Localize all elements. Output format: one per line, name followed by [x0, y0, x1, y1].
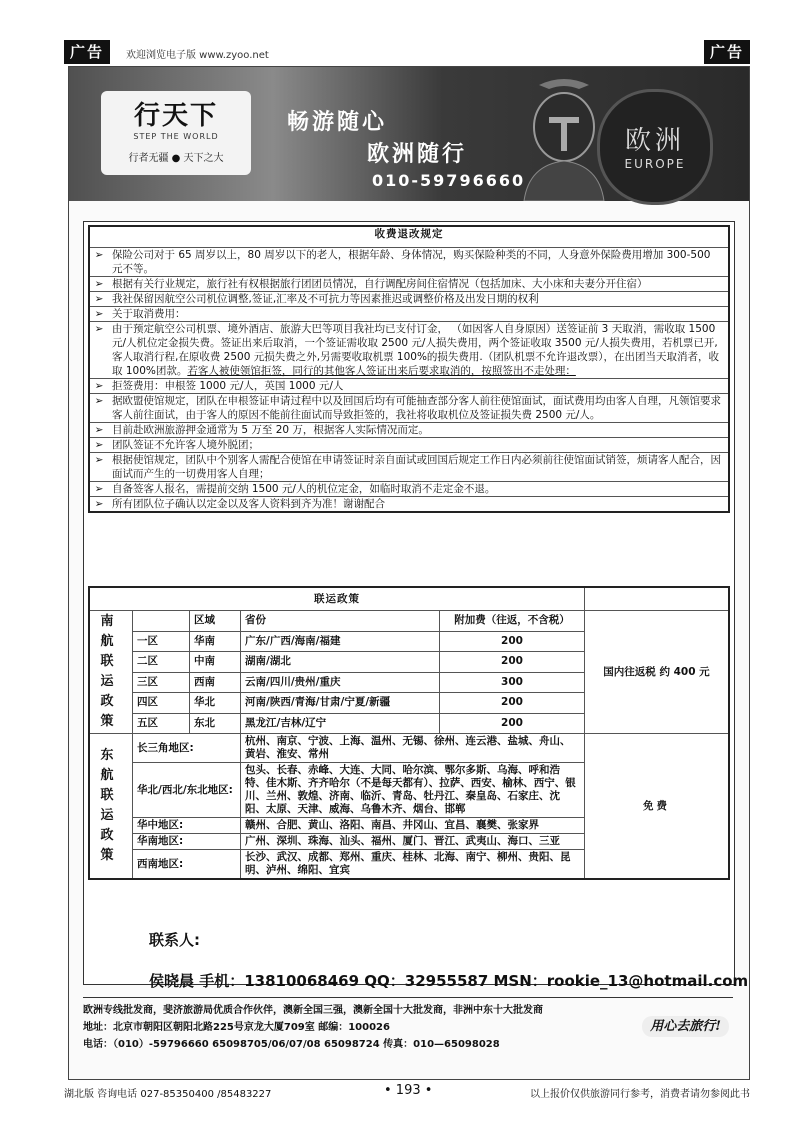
- rule-text: 目前赴欧洲旅游押金通常为 5 万至 20 万，根据客人实际情况而定。: [108, 423, 729, 438]
- edition-info: 湖北版 咨询电话 027-85350400 /85483227: [64, 1089, 272, 1100]
- rule-text: 保险公司对于 65 周岁以上，80 周岁以下的老人，根据年龄、身体情况，购买保险种类的不同，人身意外保险费用增加 300-500 元不等。: [108, 248, 729, 277]
- east-airline-label: 东航联运政策: [89, 734, 133, 880]
- arrow-bullet-icon: ➢: [89, 438, 108, 453]
- free-label: 免费: [585, 734, 730, 880]
- rule-row: [89, 453, 729, 482]
- area-cell: 长三角地区:: [133, 734, 241, 763]
- header-blank: [133, 611, 190, 632]
- europe-seal: [597, 89, 713, 205]
- zone-cell: 二区: [133, 652, 190, 673]
- slogan-sign: 用心去旅行!: [642, 1016, 729, 1037]
- banner-line-1: 畅游随心: [287, 109, 388, 135]
- tax-note: 国内往返税 约 400 元: [585, 611, 730, 734]
- contact-block: [149, 929, 748, 991]
- content-sheet: [83, 221, 735, 985]
- cities-cell: 赣州、合肥、黄山、洛阳、南昌、井冈山、宜昌、襄樊、张家界: [241, 818, 585, 834]
- rule-row: [89, 423, 729, 438]
- brand-logo: [101, 91, 251, 175]
- fee-cell: 300: [440, 672, 585, 693]
- area-cell: 华中地区:: [133, 818, 241, 834]
- arrow-bullet-icon: ➢: [89, 248, 108, 277]
- footer-phone: 电话：（010）-59796660 65098705/06/07/08 65098724 传真：010—65098028: [83, 1039, 500, 1050]
- contact-line[interactable]: 侯晓晨 手机：13810068469 QQ：32955587 MSN：rookie_13@hotmail.com: [149, 972, 749, 990]
- underlined-text: 若客人被使领馆拒签，同行的其他客人签证出来后要求取消的，按照签出不走处理：: [187, 365, 576, 377]
- east-row: [89, 734, 729, 763]
- rule-row: [89, 307, 729, 322]
- seal-cn: 欧洲: [624, 126, 685, 156]
- zone-cell: 五区: [133, 713, 190, 734]
- rule-row: [89, 438, 729, 453]
- region-cell: 东北: [190, 713, 241, 734]
- footer-line-1: 欧洲专线批发商，斐济旅游局优质合作伙伴，澳新全国三强，澳新全国十大批发商，非洲中东十大批发商: [83, 1005, 543, 1016]
- south-airline-label: 南航联运政策: [89, 611, 133, 734]
- rule-row: [89, 248, 729, 277]
- rule-row: [89, 322, 729, 379]
- province-cell: 黑龙江/吉林/辽宁: [241, 713, 440, 734]
- region-cell: 华南: [190, 631, 241, 652]
- rule-text: 根据使馆规定，团队中个别客人需配合使馆在申请签证时亲自面试或回国后规定工作日内必须前往使馆面试销签，烦请客人配合，因面试而产生的一切费用客人自理；: [108, 453, 729, 482]
- joint-transport-table: [88, 586, 730, 880]
- area-cell: 华北/西北/东北地区:: [133, 763, 241, 818]
- rules-title: 收费退改规定: [89, 226, 729, 248]
- cities-cell: 包头、长春、赤峰、大连、大同、哈尔滨、鄂尔多斯、乌海、呼和浩特、佳木斯、齐齐哈尔（不是每天都有）、拉萨、西安、榆林、西宁、银川、兰州、敦煌、济南、临沂、青岛、牡丹江、秦皇岛、石家庄、沈阳、太原、天津、威海、乌鲁木齐、烟台、邯郸: [241, 763, 585, 818]
- region-cell: 华北: [190, 693, 241, 714]
- arrow-bullet-icon: ➢: [89, 423, 108, 438]
- arrow-bullet-icon: ➢: [89, 277, 108, 292]
- cancel-text: 由于预定航空公司机票、境外酒店、旅游大巴等项目我社均已支付订金， （如因客人自身原因）送签证前 3 天取消，需收取 1500 元/人机位定金损失费。签证出来后取消，一个签证需收取 2500 元/人损失费用，两个签证收取 3500 元/人损失费用，若机票已开,客人取消行程,在原收费 2500 元损失费之外,另需要收取机票 100%的损失费用.（团队机票不允许退改票），在出团当天取消者，收取 100%团款。: [112, 323, 720, 377]
- disclaimer: 以上报价仅供旅游同行参考，消费者请勿参阅此书: [530, 1089, 750, 1100]
- logo-sub-text: STEP THE WORLD: [133, 132, 219, 141]
- ad-tag-right: 广告: [704, 40, 750, 64]
- fee-cell: 200: [440, 631, 585, 652]
- banner-line-2: 欧洲随行: [367, 141, 468, 167]
- region-cell: 西南: [190, 672, 241, 693]
- arrow-bullet-icon: ➢: [89, 379, 108, 394]
- rule-text: 拒签费用：申根签 1000 元/人，英国 1000 元/人: [108, 379, 729, 394]
- logo-main-text: 行天下: [133, 101, 218, 131]
- banner-phone: 010-59796660: [372, 171, 526, 190]
- cities-cell: 长沙、武汉、成都、郑州、重庆、桂林、北海、南宁、柳州、贵阳、昆明、泸州、绵阳、宜宾: [241, 850, 585, 880]
- rule-row: [89, 482, 729, 497]
- arrow-bullet-icon: ➢: [89, 497, 108, 513]
- header-province: 省份: [241, 611, 440, 632]
- province-cell: 广东/广西/海南/福建: [241, 631, 440, 652]
- zone-cell: 一区: [133, 631, 190, 652]
- rule-row: [89, 497, 729, 513]
- fee-cell: 200: [440, 652, 585, 673]
- company-footer: [83, 997, 733, 1053]
- rule-text: 关于取消费用：: [108, 307, 729, 322]
- fee-cell: 200: [440, 693, 585, 714]
- arrow-bullet-icon: ➢: [89, 453, 108, 482]
- arrow-bullet-icon: ➢: [89, 394, 108, 423]
- rule-text: 据欧盟使馆规定，团队在申根签证申请过程中以及回国后均有可能抽查部分客人前往使馆面试，面试费用均由客人自理，凡领馆要求客人前往面试，由于客人的原因不能前往面试而导致拒签的，我社将收取机位及签证损失费 2500 元/人。: [108, 394, 729, 423]
- province-cell: 云南/四川/贵州/重庆: [241, 672, 440, 693]
- banner: [69, 67, 749, 201]
- page-number: • 193 •: [384, 1083, 433, 1098]
- arrow-bullet-icon: ➢: [89, 292, 108, 307]
- area-cell: 西南地区:: [133, 850, 241, 880]
- arrow-bullet-icon: ➢: [89, 322, 108, 379]
- fee-cell: 200: [440, 713, 585, 734]
- region-cell: 中南: [190, 652, 241, 673]
- welcome-text[interactable]: 欢迎浏览电子版 www.zyoo.net: [126, 50, 269, 61]
- rule-row: [89, 292, 729, 307]
- ad-tag-left: 广告: [64, 40, 110, 64]
- rule-row: [89, 394, 729, 423]
- rule-text: 所有团队位子确认以定金以及客人资料到齐为准！谢谢配合: [108, 497, 729, 513]
- header-region: 区域: [190, 611, 241, 632]
- rule-row: [89, 379, 729, 394]
- header-fee: 附加费（往返，不含税）: [440, 611, 585, 632]
- arrow-bullet-icon: ➢: [89, 307, 108, 322]
- logo-slogan: 行者无疆 ● 天下之大: [128, 153, 224, 164]
- zone-cell: 四区: [133, 693, 190, 714]
- rule-text: 我社保留因航空公司机位调整,签证,汇率及不可抗力等因素推迟或调整价格及出发日期的权利: [108, 292, 729, 307]
- cities-cell: 杭州、南京、宁波、上海、温州、无锡、徐州、连云港、盐城、舟山、黄岩、淮安、常州: [241, 734, 585, 763]
- zone-cell: 三区: [133, 672, 190, 693]
- arrow-bullet-icon: ➢: [89, 482, 108, 497]
- province-cell: 河南/陕西/青海/甘肃/宁夏/新疆: [241, 693, 440, 714]
- rule-row: [89, 277, 729, 292]
- cities-cell: 广州、深圳、珠海、汕头、福州、厦门、晋江、武夷山、海口、三亚: [241, 834, 585, 850]
- rule-text: 根据有关行业规定，旅行社有权根据旅行团团员情况，自行调配房间住宿情况（包括加床、大小床和夫妻分开住宿）: [108, 277, 729, 292]
- rule-text-cancel: [108, 322, 729, 379]
- policy-title: 联运政策: [89, 587, 585, 611]
- province-cell: 湖南/湖北: [241, 652, 440, 673]
- seal-en: EUROPE: [624, 157, 686, 171]
- ad-frame: [68, 66, 750, 1080]
- fee-rules-table: [88, 225, 730, 513]
- contact-title: 联系人:: [149, 931, 200, 949]
- rule-text: 团队签证不允许客人境外脱团；: [108, 438, 729, 453]
- top-bar: [64, 40, 750, 66]
- footer-address: 地址：北京市朝阳区朝阳北路225号京龙大厦709室 邮编：100026: [83, 1022, 390, 1033]
- rule-text: 自备签客人报名，需提前交纳 1500 元/人的机位定金，如临时取消不走定金不退。: [108, 482, 729, 497]
- area-cell: 华南地区:: [133, 834, 241, 850]
